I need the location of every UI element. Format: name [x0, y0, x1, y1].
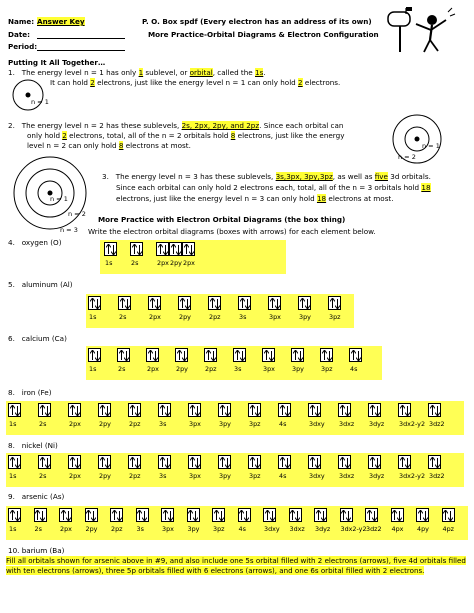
orbital-box[interactable]: [117, 348, 130, 362]
orbital-label: 2px: [147, 365, 159, 373]
orbital-label: 1s: [9, 525, 17, 533]
orbital-label: 2px: [157, 259, 169, 267]
orbital-label: 3px: [263, 365, 275, 373]
orbital-label: 2py: [176, 365, 188, 373]
spin-down-arrow-icon: [356, 350, 361, 361]
orbital-label: 3dz2: [366, 525, 382, 533]
orbital-label: 3dx2-y2: [399, 472, 426, 480]
orbital-label: 3dx2-y2: [340, 525, 367, 533]
item3-line2: Since each orbital can only hold 2 electrons each, total, all of the n = 3 orbitals hold 18: [116, 183, 431, 192]
orbital-label: 3dxy: [309, 420, 325, 428]
orbital-box[interactable]: [188, 455, 201, 469]
spin-down-arrow-icon: [285, 405, 290, 416]
orbital-box[interactable]: [368, 455, 381, 469]
spin-down-arrow-icon: [275, 298, 280, 309]
orbital-box[interactable]: [158, 403, 171, 417]
spin-down-arrow-icon: [75, 457, 80, 468]
spin-down-arrow-icon: [211, 350, 216, 361]
spin-down-arrow-icon: [315, 405, 320, 416]
element-barium-label: 10. barium (Ba): [8, 546, 65, 555]
orbital-box[interactable]: [146, 348, 159, 362]
orbital-label: 3py: [187, 525, 200, 533]
orbital-box[interactable]: [208, 296, 221, 310]
orbital-box[interactable]: [278, 455, 291, 469]
orbital-label: 3py: [299, 313, 311, 321]
element-arsenic-label: 9. arsenic (As): [8, 492, 65, 501]
orbital-label: 1s: [9, 420, 17, 428]
element-aluminum-label: 5. aluminum (Al): [8, 280, 73, 289]
orbital-box[interactable]: [340, 508, 353, 522]
spin-down-arrow-icon: [215, 298, 220, 309]
orbital-label: 3s: [136, 525, 144, 533]
element-calcium-label: 6. calcium (Ca): [8, 334, 67, 343]
spin-down-arrow-icon: [315, 457, 320, 468]
orbital-label: 3s: [159, 472, 167, 480]
atom1-label: n = 1: [31, 98, 49, 106]
orbital-label: 3px: [189, 420, 201, 428]
orbital-label: 3pz: [249, 420, 261, 428]
spin-down-arrow-icon: [15, 457, 20, 468]
spin-down-arrow-icon: [285, 457, 290, 468]
spin-down-arrow-icon: [15, 510, 20, 521]
spin-down-arrow-icon: [155, 298, 160, 309]
mailbox-cartoon-icon: [386, 4, 458, 54]
spin-down-arrow-icon: [165, 405, 170, 416]
spin-down-arrow-icon: [255, 457, 260, 468]
orbital-box[interactable]: [161, 508, 174, 522]
orbital-label: 3px: [269, 313, 281, 321]
orbital-box[interactable]: [368, 403, 381, 417]
spin-down-arrow-icon: [153, 350, 158, 361]
orbital-label: 2pz: [209, 313, 221, 321]
spin-down-arrow-icon: [240, 350, 245, 361]
spin-down-arrow-icon: [189, 244, 194, 255]
orbital-label: 3dxy: [309, 472, 325, 480]
orbital-box[interactable]: [338, 455, 351, 469]
spin-down-arrow-icon: [117, 510, 122, 521]
spin-down-arrow-icon: [435, 405, 440, 416]
orbital-box[interactable]: [118, 296, 131, 310]
spin-down-arrow-icon: [75, 405, 80, 416]
spin-down-arrow-icon: [345, 405, 350, 416]
orbital-label: 4s: [238, 525, 246, 533]
spin-down-arrow-icon: [193, 510, 198, 521]
orbital-box[interactable]: [248, 403, 261, 417]
orbital-box[interactable]: [148, 296, 161, 310]
spin-down-arrow-icon: [397, 510, 402, 521]
orbital-label: 4s: [279, 420, 287, 428]
spin-down-arrow-icon: [111, 244, 116, 255]
orbital-box[interactable]: [34, 508, 47, 522]
orbital-box[interactable]: [365, 508, 378, 522]
practice-title: More Practice with Electron Orbital Diagrams (the box thing): [98, 215, 346, 224]
atom-n2-diagram: [386, 112, 448, 166]
spin-down-arrow-icon: [305, 298, 310, 309]
spin-down-arrow-icon: [295, 510, 300, 521]
orbital-label: 3dyz: [369, 420, 385, 428]
orbital-label: 3py: [219, 420, 231, 428]
orbital-box[interactable]: [110, 508, 123, 522]
spin-down-arrow-icon: [142, 510, 147, 521]
spin-down-arrow-icon: [15, 405, 20, 416]
orbital-box[interactable]: [291, 348, 304, 362]
orbital-label: 1s: [89, 313, 97, 321]
date-blank[interactable]: [37, 30, 125, 39]
orbital-box[interactable]: [212, 508, 225, 522]
item1-line1: 1. The energy level n = 1 has only 1 sublevel, or orbital, called the 1s.: [8, 68, 266, 77]
spin-down-arrow-icon: [95, 350, 100, 361]
spin-down-arrow-icon: [321, 510, 326, 521]
name-value: Answer Key: [37, 17, 85, 26]
orbital-label: 2px: [69, 472, 81, 480]
spin-down-arrow-icon: [135, 405, 140, 416]
section-title: Putting It All Together…: [8, 58, 106, 67]
spin-down-arrow-icon: [345, 457, 350, 468]
spin-down-arrow-icon: [176, 244, 181, 255]
period-label: Period:: [8, 42, 38, 51]
spin-down-arrow-icon: [45, 405, 50, 416]
spin-down-arrow-icon: [168, 510, 173, 521]
spin-down-arrow-icon: [45, 457, 50, 468]
date-label: Date:: [8, 30, 31, 39]
orbital-box[interactable]: [8, 508, 21, 522]
orbital-box[interactable]: [188, 403, 201, 417]
page-subtitle: More Practice-Orbital Diagrams & Electron Configuration: [148, 30, 379, 39]
orbital-box[interactable]: [428, 403, 441, 417]
orbital-box[interactable]: [136, 508, 149, 522]
orbital-label: 3dxz: [289, 525, 305, 533]
orbital-box[interactable]: [238, 296, 251, 310]
orbital-label: 3dyz: [315, 525, 331, 533]
orbital-box[interactable]: [178, 296, 191, 310]
spin-down-arrow-icon: [137, 244, 142, 255]
spin-down-arrow-icon: [182, 350, 187, 361]
orbital-label: 4s: [350, 365, 358, 373]
barium-instructions: Fill all orbitals shown for arsenic above in #9, and also include one 5s orbital filled with 2 electrons (arrows), five 4d orbitals filled with ten electrons (arrows), three 5p orbitals filled with 6 electrons (arrows), and one 6s orbital filled with 2 electrons.: [6, 556, 466, 575]
spin-down-arrow-icon: [105, 457, 110, 468]
orbital-label: 3dxy: [264, 525, 280, 533]
orbital-box[interactable]: [218, 403, 231, 417]
orbital-box[interactable]: [338, 403, 351, 417]
orbital-label: 4s: [279, 472, 287, 480]
orbital-box[interactable]: [289, 508, 302, 522]
orbital-label: 2py: [99, 420, 111, 428]
orbital-label: 3px: [162, 525, 174, 533]
item2-line1: 2. The energy level n = 2 has these sublevels, 2s, 2px, 2py, and 2pz. Since each orbital can: [8, 121, 344, 130]
orbital-label: 2s: [119, 313, 127, 321]
orbital-label: 2s: [131, 259, 139, 267]
spin-down-arrow-icon: [405, 405, 410, 416]
spin-down-arrow-icon: [375, 457, 380, 468]
orbital-box[interactable]: [204, 348, 217, 362]
orbital-label: 3pz: [329, 313, 341, 321]
spin-down-arrow-icon: [91, 510, 96, 521]
spin-down-arrow-icon: [225, 405, 230, 416]
orbital-label: 3py: [292, 365, 304, 373]
orbital-box[interactable]: [248, 455, 261, 469]
spin-down-arrow-icon: [185, 298, 190, 309]
spin-down-arrow-icon: [423, 510, 428, 521]
item1-line2: It can hold 2 electrons, just like the energy level n = 1 can only hold 2 electrons.: [50, 78, 341, 87]
orbital-label: 2s: [39, 420, 47, 428]
orbital-label: 4pz: [442, 525, 454, 533]
orbital-box[interactable]: [328, 296, 341, 310]
spin-down-arrow-icon: [270, 510, 275, 521]
orbital-label: 2s: [39, 472, 47, 480]
orbital-label: 4px: [391, 525, 404, 533]
orbital-label: 2px: [149, 313, 161, 321]
spin-down-arrow-icon: [195, 457, 200, 468]
orbital-box[interactable]: [298, 296, 311, 310]
orbital-box[interactable]: [175, 348, 188, 362]
orbital-box[interactable]: [187, 508, 200, 522]
orbital-box[interactable]: [349, 348, 362, 362]
orbital-label: 3pz: [249, 472, 261, 480]
orbital-label: 3pz: [321, 365, 333, 373]
orbital-label: 2py: [179, 313, 191, 321]
spin-down-arrow-icon: [335, 298, 340, 309]
orbital-box[interactable]: [218, 455, 231, 469]
spin-down-arrow-icon: [66, 510, 71, 521]
orbital-label: 1s: [9, 472, 17, 480]
orbital-box[interactable]: [308, 455, 321, 469]
spin-down-arrow-icon: [105, 405, 110, 416]
orbital-label: 2px: [69, 420, 81, 428]
practice-instructions: Write the electron orbital diagrams (boxes with arrows) for each element below.: [88, 227, 376, 236]
orbital-box[interactable]: [68, 403, 81, 417]
atom2-label-n1: n = 1: [422, 142, 440, 150]
orbital-label: 2py: [99, 472, 111, 480]
orbital-label: 2px: [183, 259, 195, 267]
orbital-box[interactable]: [85, 508, 98, 522]
orbital-box[interactable]: [391, 508, 404, 522]
name-label: Name:: [8, 17, 35, 26]
item2-line2: only hold 2 electrons, total, all of the n = 2 orbitals hold 8 electrons, just like the energy: [27, 131, 345, 140]
spin-down-arrow-icon: [372, 510, 377, 521]
orbital-label: 2pz: [111, 525, 123, 533]
orbital-box[interactable]: [128, 403, 141, 417]
element-oxygen-label: 4. oxygen (O): [8, 238, 62, 247]
orbital-label: 1s: [105, 259, 113, 267]
spin-down-arrow-icon: [125, 298, 130, 309]
orbital-box[interactable]: [268, 296, 281, 310]
orbital-label: 2pz: [205, 365, 217, 373]
orbital-label: 3dz2: [429, 472, 445, 480]
orbital-box[interactable]: [262, 348, 275, 362]
element-nickel-label: 8. nickel (Ni): [8, 441, 58, 450]
orbital-label: 3dyz: [369, 472, 385, 480]
orbital-label: 3s: [234, 365, 242, 373]
spin-down-arrow-icon: [346, 510, 351, 521]
orbital-box[interactable]: [398, 455, 411, 469]
spin-down-arrow-icon: [135, 457, 140, 468]
spin-down-arrow-icon: [298, 350, 303, 361]
orbital-label: 3pz: [213, 525, 225, 533]
orbital-box[interactable]: [8, 455, 21, 469]
atom3-label-n2: n = 2: [68, 210, 86, 218]
orbital-box[interactable]: [233, 348, 246, 362]
orbital-box[interactable]: [442, 508, 455, 522]
orbital-box[interactable]: [416, 508, 429, 522]
orbital-box[interactable]: [59, 508, 72, 522]
spin-down-arrow-icon: [40, 510, 45, 521]
orbital-label: 3dxz: [339, 420, 355, 428]
orbital-box[interactable]: [156, 242, 169, 256]
orbital-box[interactable]: [158, 455, 171, 469]
orbital-box[interactable]: [238, 508, 251, 522]
orbital-label: 2px: [60, 525, 72, 533]
orbital-box[interactable]: [128, 455, 141, 469]
spin-down-arrow-icon: [95, 298, 100, 309]
orbital-box[interactable]: [398, 403, 411, 417]
orbital-label: 3dz2: [429, 420, 445, 428]
orbital-label: 3dxz: [339, 472, 355, 480]
orbital-label: 3px: [189, 472, 201, 480]
orbital-box[interactable]: [182, 242, 195, 256]
orbital-label: 2py: [85, 525, 98, 533]
orbital-label: 2s: [118, 365, 126, 373]
spin-down-arrow-icon: [195, 405, 200, 416]
orbital-label: 3dx2-y2: [399, 420, 426, 428]
orbital-box[interactable]: [320, 348, 333, 362]
spin-down-arrow-icon: [448, 510, 453, 521]
orbital-label: 3s: [159, 420, 167, 428]
orbital-box[interactable]: [38, 455, 51, 469]
orbital-box[interactable]: [98, 455, 111, 469]
page-title: P. O. Box spdf (Every electron has an address of its own): [142, 17, 372, 26]
orbital-label: 2pz: [129, 420, 141, 428]
spin-down-arrow-icon: [219, 510, 224, 521]
period-blank[interactable]: [37, 42, 125, 51]
orbital-box[interactable]: [263, 508, 276, 522]
atom2-label-n2: n = 2: [398, 153, 416, 161]
orbital-box[interactable]: [98, 403, 111, 417]
orbital-label: 3py: [219, 472, 231, 480]
orbital-box[interactable]: [68, 455, 81, 469]
spin-down-arrow-icon: [405, 457, 410, 468]
orbital-box[interactable]: [104, 242, 117, 256]
spin-down-arrow-icon: [165, 457, 170, 468]
spin-down-arrow-icon: [269, 350, 274, 361]
orbital-box[interactable]: [130, 242, 143, 256]
item3-line3: electrons, just like the energy level n = 3 can only hold 18 electrons at most.: [116, 194, 394, 203]
orbital-label: 3s: [239, 313, 247, 321]
orbital-label: 4py: [417, 525, 429, 533]
orbital-label: 2pz: [129, 472, 141, 480]
spin-down-arrow-icon: [327, 350, 332, 361]
spin-down-arrow-icon: [244, 510, 249, 521]
spin-down-arrow-icon: [435, 457, 440, 468]
element-iron-label: 8. iron (Fe): [8, 388, 52, 397]
orbital-box[interactable]: [8, 403, 21, 417]
spin-down-arrow-icon: [225, 457, 230, 468]
spin-down-arrow-icon: [245, 298, 250, 309]
orbital-box[interactable]: [38, 403, 51, 417]
orbital-box[interactable]: [88, 348, 101, 362]
atom3-label-n1: n = 1: [50, 195, 68, 203]
spin-down-arrow-icon: [375, 405, 380, 416]
orbital-box[interactable]: [314, 508, 327, 522]
orbital-box[interactable]: [428, 455, 441, 469]
orbital-box[interactable]: [169, 242, 182, 256]
spin-down-arrow-icon: [163, 244, 168, 255]
spin-down-arrow-icon: [255, 405, 260, 416]
orbital-label: 2py: [170, 259, 182, 267]
atom3-label-n3: n = 3: [60, 226, 78, 234]
orbital-label: 2s: [34, 525, 42, 533]
spin-down-arrow-icon: [124, 350, 129, 361]
orbital-box[interactable]: [308, 403, 321, 417]
orbital-label: 1s: [89, 365, 97, 373]
item3-line1: 3. The energy level n = 3 has these sublevels, 3s,3px, 3py,3pz, as well as five 3d orbitals.: [102, 172, 431, 181]
orbital-box[interactable]: [88, 296, 101, 310]
item2-line3: level n = 2 can only hold 8 electrons at most.: [27, 141, 191, 150]
atom-n1-diagram: [6, 76, 54, 116]
orbital-box[interactable]: [278, 403, 291, 417]
